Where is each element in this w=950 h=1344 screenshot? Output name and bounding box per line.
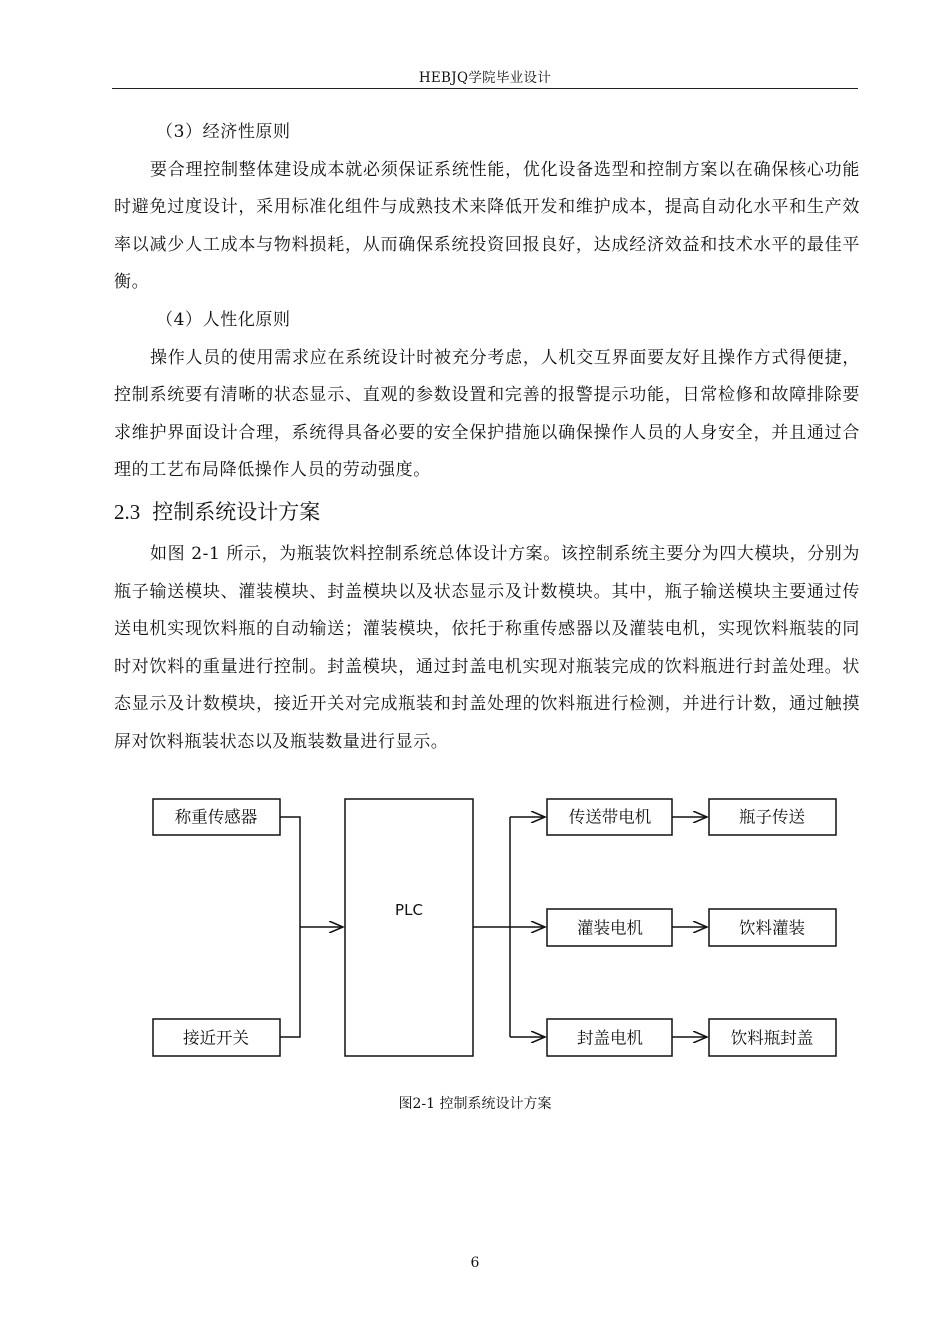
- figure-caption: 图2-1 控制系统设计方案: [398, 1096, 552, 1112]
- section-2-3-paragraph: 如图 2-1 所示，为瓶装饮料控制系统总体设计方案。该控制系统主要分为四大模块，分别为瓶子输送模块、灌装模块、封盖模块以及状态显示及计数模块。其中，瓶子输送模块主要通过传送电机实现饮料瓶的自动输送；灌装模块，依托于称重传感器以及灌装电机，实现饮料瓶装的同时对饮料的重量进行控制。封盖模块，通过封盖电机实现对瓶装完成的饮料瓶进行封盖处理。状态显示及计数模块，接近开关对完成瓶装和封盖处理的饮料瓶进行检测，并进行计数，通过触摸屏对饮料瓶装状态以及瓶装数量进行显示。: [114, 544, 860, 752]
- plc-label: PLC: [395, 901, 423, 919]
- section-title: 控制系统设计方案: [152, 500, 321, 524]
- humanization-principle-paragraph: 操作人员的使用需求应在系统设计时被充分考虑，人机交互界面要友好且操作方式得便捷，控制系统要有清晰的状态显示、直观的参数设置和完善的报警提示功能，日常检修和故障排除要求维护界面设计合理，系统得具备必要的安全保护措施以确保操作人员的人身安全，并且通过合理的工艺布局降低操作人员的劳动强度。: [114, 347, 860, 481]
- beverage-filling-label: 饮料灌装: [739, 918, 805, 938]
- bottle-transfer-label: 瓶子传送: [739, 807, 805, 827]
- running-header: HEBJQ学院毕业设计: [418, 70, 552, 86]
- weight-sensor-label: 称重传感器: [174, 807, 258, 827]
- section-number: 2.3: [114, 500, 141, 524]
- proximity-switch-label: 接近开关: [183, 1028, 249, 1048]
- plc-box: [345, 799, 473, 1056]
- humanization-principle-heading: （4）人性化原则: [156, 309, 291, 330]
- capping-motor-label: 封盖电机: [577, 1028, 643, 1048]
- bottle-capping-label: 饮料瓶封盖: [730, 1028, 814, 1048]
- economy-principle-heading: （3）经济性原则: [156, 122, 291, 142]
- input-bracket-line: [280, 817, 300, 1037]
- page-number: 6: [470, 1255, 480, 1271]
- conveyor-motor-label: 传送带电机: [568, 807, 652, 827]
- filling-motor-label: 灌装电机: [577, 918, 643, 938]
- economy-principle-paragraph: 要合理控制整体建设成本就必须保证系统性能，优化设备选型和控制方案以在确保核心功能时避免过度设计，采用标准化组件与成熟技术来降低开发和维护成本，提高自动化水平和生产效率以减少人工成本与物料损耗，从而确保系统投资回报良好，达成经济效益和技术水平的最佳平衡。: [114, 159, 860, 293]
